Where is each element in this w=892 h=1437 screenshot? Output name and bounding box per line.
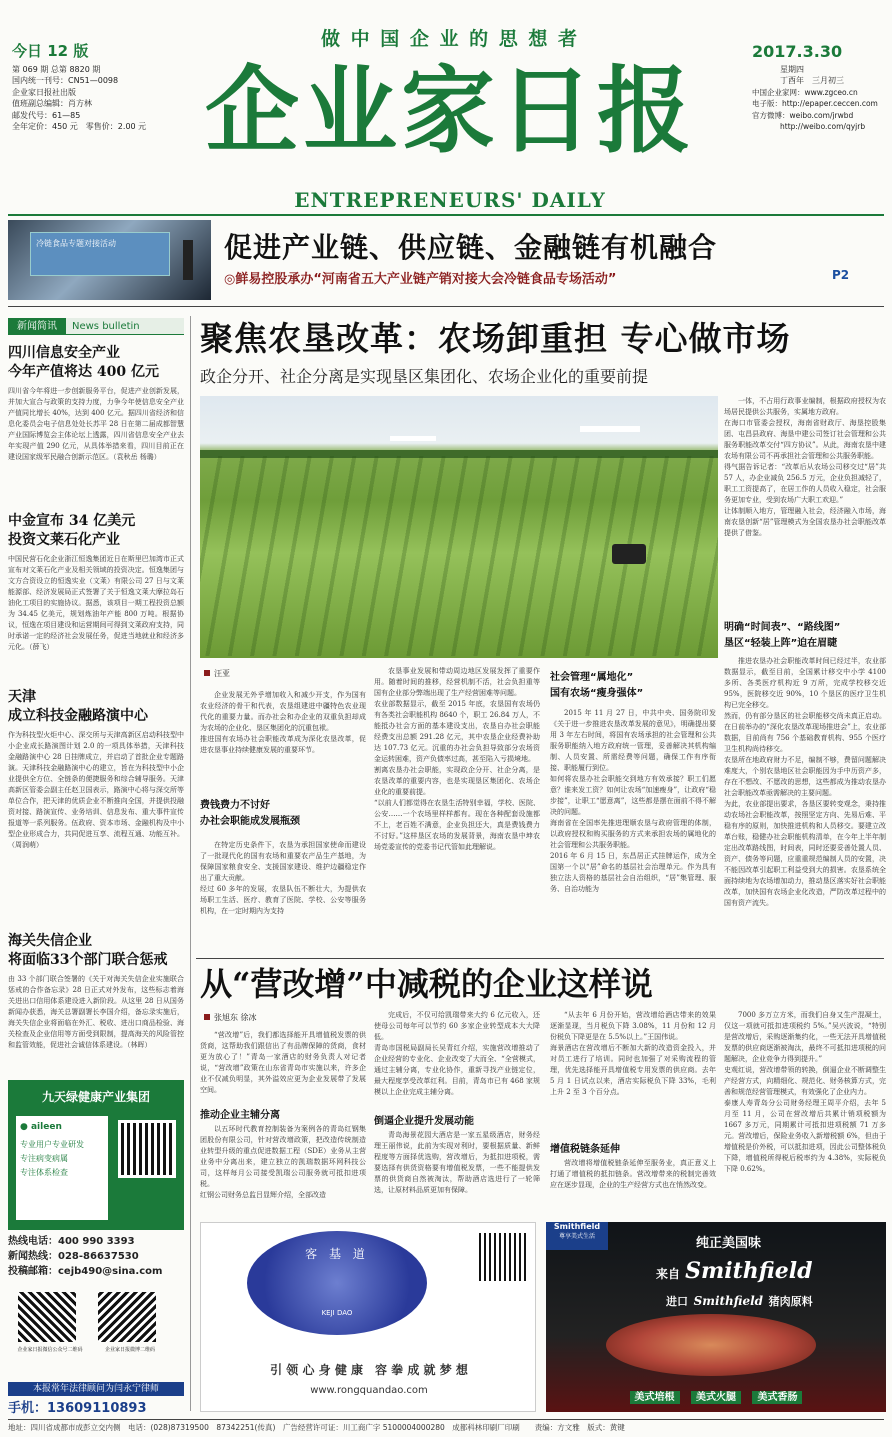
ad-qr-code[interactable]	[118, 1120, 176, 1178]
slogan: 做 中 国 企 业 的 思 想 者	[321, 28, 579, 50]
article2-col2b: 青岛海景花园大酒店是一家五星级酒店，财务经理王丽伟说，此前为实现对利时，要根据质量、新鲜程度等方面择优选购，营改增后，为抵扣进项税，需要选择有供货资格要有增值税发票，一些不能提供发票的供货商自然被淘汰，帮助酒店选进行了一轮筛选，让原材料品质更加有保障。	[374, 1131, 540, 1194]
article2-author	[204, 1012, 257, 1023]
banner-rule	[8, 306, 884, 307]
submission-email[interactable]: 投稿邮箱：cejb490@sina.com	[8, 1266, 163, 1277]
lunar-date: 丁酉年 三月初三	[780, 76, 844, 85]
sidebar-divider	[190, 316, 191, 1411]
lead-author	[204, 668, 230, 679]
badge-sub: 尊享美式生活	[558, 1233, 595, 1240]
ad-logo: ● aileen	[20, 1122, 62, 1132]
price: 全年定价：450 元 零售价：2.00 元	[12, 122, 147, 131]
date: 2017.3.30	[752, 42, 843, 61]
sidebar-tab[interactable]: 新闻简讯	[8, 318, 66, 335]
author-name: 张旭东 徐冰	[214, 1013, 257, 1022]
product-label: 美式香肠	[752, 1391, 802, 1404]
ad-rongquandao[interactable]	[200, 1222, 536, 1412]
article2-col1: “营改增”后，我们都选择能开具增值税发票的供货商，这帮助我们跟信出了有品牌保障的货商，食材更为放心了！”青岛一家酒店的财务负责人对记者说，“营改增”政策在山东省青岛市实施以来，许多企业不仅减负明显，其外溢效应更为企业发展带了发展空间。	[200, 1031, 366, 1094]
news-body: 四川省今年将进一步创新服务平台，促进产业创新发展，并加大宣合与政策的支持力度，力争今年使信息安全产业产值同比增长 40%，达到 400 亿元。据四川省经济和信息化委员会电子信息处处长苏平 28 日在第二届成都智慧产业国际博览会主体论坛上透露，四川省信息安全产业去年实现产值 290 亿元，从具体举措来看，四川目前正在建设国家级军民融合创新示范区。（袁秋岳 杨璐）	[8, 387, 184, 461]
plane-icon	[390, 436, 436, 441]
lead-section-1: 费钱费力不讨好 办社会职能成发展瓶颈	[200, 800, 300, 827]
lead-col2: 农垦事业发展和带动周边地区发展发挥了重要作用。随着时间的推移，经营机制不活，社会负担重等国有企业部分弊端出现了生产经营困难等问题。 农业部数据显示，截至 2015 年底，农垦国有农场仍有各类社会职能机构 8640 个，职工 26.84 万人，不能抵办社会方面的基本建设支出，农垦自办社会职能经费支出总额 291.28 亿元，其中农垦企业经费补助达 107.73 亿元。沉重的办社会负担导致部分农场资金运转困难，资产负债率过高，甚至陷入亏损境地。 割离农垦办社会职能，实现政企分开、社企分离，是农垦改革的重要内容，也是实现垦区集团化、农场企业化的重要前提。 “以前人们都觉得在农垦生活特别幸福，学校、医院、公安……一个农场里样样都有。现在各种配套设施都不上，老百姓不满意，企业负担还大，真是费钱费力不讨好。”这样垦区农场的发展背景，海南农垦中坤农场党委宣传的党委书记代管如此理解说。	[374, 667, 540, 851]
product-label: 美式培根	[630, 1391, 680, 1404]
article2-section-2: 倒逼企业提升发展动能	[374, 1116, 474, 1127]
weibo-link-2[interactable]: http://weibo.com/qyjrb	[780, 122, 866, 131]
sidebar-tab-en: News bulletin	[72, 321, 140, 332]
duty-editor: 值班副总编辑：肖方林	[12, 99, 92, 108]
tractor-icon	[612, 544, 646, 564]
banner-headline: 促进产业链、供应链、金融链有机融合	[224, 231, 718, 264]
qr-wechat[interactable]	[18, 1292, 76, 1342]
article2-col3b: 营改增将增值税链条延伸至服务业，真正意义上打通了增值税的抵扣链条。营改增带来的税制完善效应在逐步显现，企业的生产经营方式也在悄然改变。	[550, 1159, 716, 1189]
left-ad[interactable]	[8, 1080, 184, 1230]
website[interactable]: 中国企业家网：www.zgceo.cn	[752, 87, 858, 97]
qr-weibo-caption: 企业家日报微博二维码	[104, 1347, 155, 1353]
ad-tagline: 专业用户专业研发	[20, 1140, 84, 1149]
legal-phone: 手机：13609110893	[8, 1401, 147, 1416]
banner-photo	[8, 220, 211, 300]
ad-qr-code[interactable]	[479, 1233, 527, 1281]
weekday: 星期四	[780, 64, 804, 74]
ad-tagline: 专注体系检查	[20, 1168, 68, 1177]
ad-line1: 纯正美国味	[696, 1236, 762, 1251]
edition-label: 今日 12 版	[12, 42, 89, 60]
banner-screen-text: 冷链食品专题对接活动	[36, 239, 116, 248]
date-box	[752, 42, 887, 133]
newspaper-title: 企业家日报	[204, 56, 695, 166]
ad-line3b: 猪肉原料	[768, 1295, 813, 1308]
ad-url[interactable]: www.rongquandao.com	[310, 1385, 428, 1396]
epaper-link[interactable]: 电子版：http://epaper.ceccen.com	[752, 99, 878, 108]
badge-brand: Smithfield	[553, 1222, 601, 1231]
lead-photo	[200, 396, 718, 658]
ad-product-labels	[546, 1388, 886, 1403]
lead-subhead: 政企分开、社企分离是实现垦区集团化、农场企业化的重要前提	[200, 367, 649, 386]
ad-brand: 客 基 道	[305, 1247, 369, 1261]
article2-col4: 7000 多万立方米，而我们自身又生产混凝土，仅这一项就可抵扣进项税约 5%。”吴兴波说，“特别是营改增后，采购逐渐集约化，一些无法开具增值税发票的供应商逐渐被淘汰，最终不可抵扣进项税的问题解决，企业竞争力得到提升。” 史观红说，营改增带领的转换，倒逼企业不断调整生产经营方式，向精细化、规范化、财务核算方式，完善和规范经营管理模式，有效强化了企业内力。 泰康人寿青岛分公司财务经理王周平介绍，去年 5 月至 11 月，公司在营改增后共累计销项税额为 1667 多万元，同期累计可抵扣进项税额 71 万多元。营改增后，保险业务收入新增税额 6%，但由于增值税是价外税，可以抵扣进项，因此公司整体税负下降，增值税所得税后税率约为 4.38%，实际税负下降 0.62%。	[724, 1011, 886, 1173]
ad-title: 九天绿健康产业集团	[41, 1090, 150, 1104]
ad-tagline: 专注病变病属	[20, 1154, 68, 1163]
postal-code: 邮发代号：61—85	[12, 110, 81, 120]
plane-icon	[580, 426, 640, 432]
legal-advisor: 本报常年法律顾问为闫永宁律师	[8, 1382, 184, 1396]
ad-smithfield[interactable]	[546, 1222, 886, 1412]
sidebar-news-1	[8, 344, 184, 474]
article2-col1b: 以五环时代教育控制装备为案例各的青岛红钢集团股份有限公司，针对营改增政策，把改造传统制造业转型升级的重点促进数据工程（SDE）业务从主营业务中分离出来，建立独立的凯瑞数据环网科技公司，这样每月公司接受凯瑞公司服务就可抵扣进项税。 红钢公司财务总监吕显辉介绍，全部改造	[200, 1125, 366, 1199]
author-name: 汪亚	[214, 669, 230, 678]
news-title[interactable]: 海关失信企业 将面临33个部门联合惩戒	[8, 933, 168, 968]
lead-col4b: 推进农垦办社会职能改革时间已经过半，农业部数据显示，截至目前，全国累计移交中小学 4100 多所、各类医疗机构近 9 万所，完成学校移交近 95%，医院移交近 90%，10 个垦区的医疗卫生机构已完全移交。 然而，仍有部分垦区的社会职能移交尚未真正启动。在日前举办的“深化农垦改革现场推进会”上，农业部数据，目前尚有 756 个基础教育机构、955 个医疗卫生机构尚待移交。 农垦所在地政府财力不足，编制不够，费留问题解决难度大，个别农垦地区社会职能因为手中历资产多，存在不想改、不愿改的思想，这些都成为推动农垦办社会职能改革亟需解决的主要问题。 为此，农业部提出要求，各垦区要转变观念，秉持推动农场社会职能改革，按照坚定方向、先易后难、平稳有序的原则，加快推进机构和人员移交。要建立改革台账，稳健办社会职能机构清单，在今年上半年制定出改革路线图，时间表，同时还要妥善处置人员、资产、债务等问题，应重重规范编制人员的安置，决不能因改革引起职工利益受到大的损害。农垦系统全面持续地为农场增加动力，推动垦区落实好社会职能改革，加快国有农场企业化改造，严防改革过程中的国有资产流失。	[724, 657, 886, 907]
lead-headline: 聚焦农垦改革：农场卸重担 专心做市场	[200, 319, 791, 358]
product-label: 美式火腿	[691, 1391, 741, 1404]
ad-brand: Smithfield	[685, 1258, 813, 1284]
ad-food-image	[606, 1314, 816, 1376]
weibo-link[interactable]: 官方微博：weibo.com/jrwbd	[752, 110, 854, 120]
news-body: 由 33 个部门联合签署的《关于对海关失信企业实施联合惩戒的合作备忘录》28 日正式对外发布，这些标志着海关进出口信用体系建设进入新阶段。从这里 28 日从国务新闻办获悉，海关总署副署长李国介绍，备忘录实施后，海关失信企业将面临在外汇、税收、进出口商品检验、海关检查及企业信用等方面受到限制，提高海关的风险管控和监管效能，促进社会诚信体系建设。（林晖）	[8, 975, 184, 1049]
qr-weibo[interactable]	[98, 1292, 156, 1342]
article2-headline: 从“营改增”中减税的企业这样说	[200, 965, 653, 1003]
qr-wechat-caption: 企业家日报微信公众号二维码	[17, 1347, 83, 1353]
ad-slogan: 引 领 心 身 健 康 容 拳 成 就 梦 想	[270, 1363, 468, 1377]
ad-brand-inline: Smithfield	[693, 1294, 764, 1308]
publisher: 企业家日报社出版	[12, 87, 76, 97]
article2-section-3: 增值税链条延伸	[550, 1144, 620, 1155]
lead-col3: 2015 年 11 月 27 日，中共中央、国务院印发《关于进一步推进农垦改革发展的意见》，明确提出要用 3 年左右时间，将国有农场承担的社会管理和公共服务职能纳入地方政府统一管理，妥善解决其机构编制、人员安置、所需经费等问题，确保工作有序衔接、职能履行到位。 如何将农垦办社会职能交到地方有效承接？职工们愿意？谁来发工资？如何让农场“加速瘦身”，让政府“稳步接”，让职工“愿意离”，这些都是摆在面前不得不解决的问题。 海南省在全国率先推进理顺农垦与政府管理的体制，以政府授权和购买服务的方式来承担农场的属地化的社会管理和公共服务职能。 2016 年 6 月 15 日，东昌居正式挂牌运作，成为全国第一个以“居”命名的基层社会治理单元。作为具有独立法人资格的基层社会自治组织，“居”集管理、服务、自治功能为	[550, 709, 716, 893]
ad-line2: 来自	[656, 1267, 681, 1281]
hotline: 热线电话：400 990 3393	[8, 1236, 135, 1247]
lead-section-3: 明确“时间表”、“路线图” 垦区“轻装上阵”迫在眉睫	[724, 622, 841, 649]
article2-col3: “从去年 6 月份开始，营改增给酒店带来的效果逐渐显现，当月税负下降 3.08%，11 月份和 12 月份税负下降更是在 5.5%以上。”王国伟说。 海景酒店在营改增后不断加大新的改造资金投入，并对员工进行了培训。同时也加强了对采购流程的管理，优先选择能开具增值税专用发票的供应商。去年 5 月 1 日试点以来，酒店实际税负下降 33%，毛利上升 2 至 3 个百分点。	[550, 1011, 716, 1096]
banner-subhead: ◎鲜易控股承办“河南省五大产业链产销对接大会冷链食品专场活动”	[224, 272, 617, 287]
news-body: 作为科技型火炬中心、深交所与天津高新区启动科技型中小企业成长路演图计划 2.0 的一项具体举措，天津科技金融路演中心 28 日挂牌成立，并启动了首批企业专题路演。天津科技金融路演中心的建立，旨在为科技型中小企业提供全方位、全链条的便捷服务和综合辅导服务。天津高新区管委会副主任赵卫国表示，路演中心将与深交所等单位合作，把天津的优质企业不断推向全国，并提供投融资对接、路演宣传、业务培训、信息发布、重大事件宣传报道等一系列服务。伍政府、资本市场、金融机构及中小型企业形成合力，共同促进互享、流程互通、功能互补。（周润萌）	[8, 731, 184, 849]
sidebar-news-2	[8, 512, 184, 686]
lead-col4: 一体，不占用行政事业编制，根据政府授权为农场居民提供公共服务，实属地方政府。 在海口市管委会授权，海南省财政厅、海垦控股集团、屯昌县政府、海垦中建公司签订社会管理和公共服务职能改革交付“四方协议”。从此，海南农垦中建农场有限公司不再承担社会管理和公共服务职能。 得气据告诉记者：“改革后从农场公司移交过“居”共 57 人，办企业减负 256.5 万元，企业负担减轻了，职工工资提高了，在居工作的人员收入稳定，社会服务更加专业，受到农场广大职工欢迎。” 让体制顺入地方，管理融入社会，经济融入市场，海南农垦创新“居”管理模式为全国农垦办社会职能改革提供了借鉴。	[724, 397, 886, 537]
news-title[interactable]: 四川信息安全产业 今年产值将达 400 亿元	[8, 345, 159, 380]
lead-section-2: 社会管理“属地化” 国有农场“瘦身强体”	[550, 672, 644, 699]
news-hotline: 新闻热线：028-86637530	[8, 1251, 139, 1262]
sidebar-news-3	[8, 688, 184, 906]
news-title[interactable]: 天津 成立科技金融路演中心	[8, 689, 148, 724]
article2-section-1: 推动企业主辅分离	[200, 1110, 280, 1121]
banner-page-link[interactable]: P2	[832, 268, 850, 282]
footer: 地址：四川省成都市成彭立交内侧 电话：(028)87319500 87342251(传真) 广告经营许可证：川工商广字 5100004000280 成都科林印刷厂印刷 责编：方文雅 版式：黄键	[8, 1423, 625, 1432]
issue-number: 第 069 期 总第 8820 期	[12, 64, 101, 74]
sidebar-tab-bar	[8, 318, 184, 335]
contact-box	[8, 1234, 184, 1279]
article-divider	[196, 958, 884, 959]
news-body: 中国民营石化企业浙江恒逸集团近日在斯里巴加湾市正式宣布对文莱石化产业及相关领域的投资决定。恒逸集团与文方合资设立的恒逸实业（文莱）有限公司 27 日与文莱能源部、经济发展局正式签署了关于恒逸文莱大摩拉岛石油化工项目的实施协议。据悉，该项目一期工程投资总额为 34.45 亿美元，规划炼油年产能 800 万吨。根据协议，恒逸在项目建设和运营期间可得到文莱政府支持，同时承诺一定的经济社会发展任务，促进当地就业和经济多元化。（薛飞）	[8, 555, 184, 651]
edition-box	[12, 42, 162, 133]
ad-line3: 进口	[666, 1295, 688, 1308]
news-title[interactable]: 中金宣布 34 亿美元 投资文莱石化产业	[8, 513, 136, 548]
footer-rule	[8, 1419, 884, 1420]
article2-col2: 完成后，不仅可给凯瑞带来大约 6 亿元收入，还使母公司每年可以节约 60 多家企业转型成本大大降低。 青岛市国税局副局长吴青红介绍，实施营改增推动了企业经营的专业化、企业改变了大而全、“全营模式，通过主辅分离，专业化协作，重新寻找产业链定位，最大程度享受改革红利。目前，青岛市已有 468 家规模以上企业完成主辅分离。	[374, 1011, 540, 1096]
smithfield-badge	[546, 1222, 608, 1250]
newspaper-title-en: ENTREPRENEURS' DAILY	[294, 188, 606, 212]
masthead-rule	[8, 214, 884, 216]
lead-col1b: 在特定历史条件下，农垦为承担国家使命而建设了一批现代化的国有农场和重要农产品生产基地，为保障国家粮食安全、支援国家建设、维护边疆稳定作出了重大贡献。 经过 60 多年的发展，农垦队伍不断壮大，为提供农场职工生活、医疗、教育了医院、学校、公安等服务机构，在一定时期内为支持	[200, 841, 366, 915]
ad-brand-en: KEJI DAO	[321, 1309, 353, 1317]
cn-number: 国内统一刊号：CN51—0098	[12, 76, 119, 85]
lead-col1: 企业发展无外乎增加收入和减少开支，作为国有农业经济的骨干和代表，农垦组建进中疆特色农业现代化的重要力量。而办社会和办企业的双重负担却成为农场的企业化、垦区集团化的沉重包袱。 推进国有农场办社会职能改革成为深化农垦改革，促进农垦事业持续健康发展的重要环节。	[200, 691, 366, 754]
sidebar-news-4	[8, 932, 184, 1062]
